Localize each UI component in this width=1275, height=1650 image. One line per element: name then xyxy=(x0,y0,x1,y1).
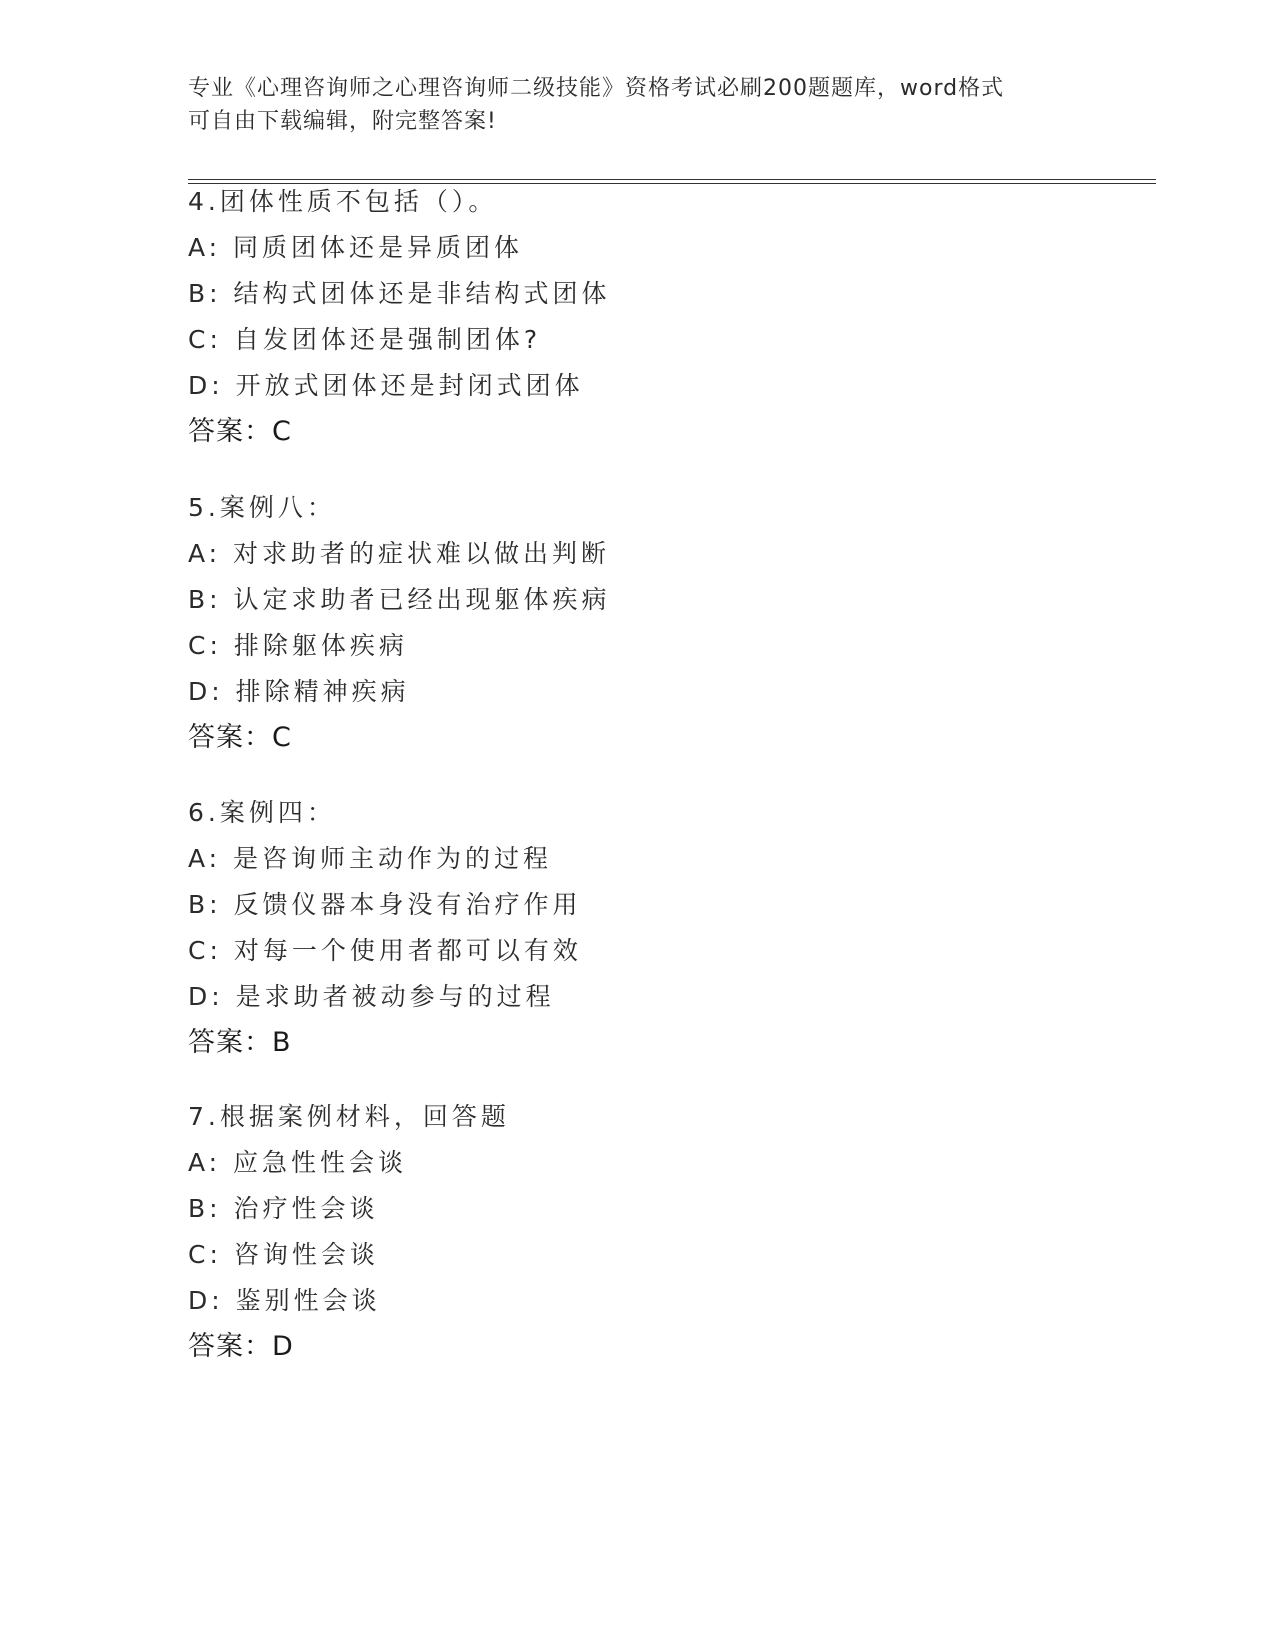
option-c: C: 咨询性会谈 xyxy=(188,1240,379,1269)
header-line-2: 可自由下载编辑，附完整答案! xyxy=(188,109,497,134)
question-stem: 4.团体性质不包括（）。 xyxy=(188,187,498,216)
option-d: D: 开放式团体还是封闭式团体 xyxy=(188,371,584,400)
option-d: D: 鉴别性会谈 xyxy=(188,1286,381,1315)
question-5 xyxy=(188,485,1088,761)
option-d: D: 排除精神疾病 xyxy=(188,677,410,706)
option-a: A: 是咨询师主动作为的过程 xyxy=(188,844,553,873)
answer-label: 答案：B xyxy=(188,1027,292,1058)
answer-label: 答案：C xyxy=(188,722,292,753)
question-stem: 7.根据案例材料，回答题 xyxy=(188,1102,510,1131)
option-a: A: 应急性性会谈 xyxy=(188,1148,408,1177)
option-b: B: 反馈仪器本身没有治疗作用 xyxy=(188,890,582,919)
answer-label: 答案：C xyxy=(188,416,292,447)
option-b: B: 认定求助者已经出现躯体疾病 xyxy=(188,585,611,614)
question-4 xyxy=(188,179,1088,455)
option-c: C: 对每一个使用者都可以有效 xyxy=(188,936,582,965)
option-a: A: 同质团体还是异质团体 xyxy=(188,233,524,262)
option-d: D: 是求助者被动参与的过程 xyxy=(188,982,555,1011)
option-c: C: 自发团体还是强制团体? xyxy=(188,325,542,354)
option-b: B: 结构式团体还是非结构式团体 xyxy=(188,279,611,308)
header-line-1: 专业《心理咨询师之心理咨询师二级技能》资格考试必刷200题题库，word格式 xyxy=(188,76,1005,101)
option-b: B: 治疗性会谈 xyxy=(188,1194,379,1223)
question-stem: 6.案例四： xyxy=(188,798,336,827)
option-a: A: 对求助者的症状难以做出判断 xyxy=(188,539,611,568)
document-header xyxy=(188,72,1088,138)
question-stem: 5.案例八： xyxy=(188,493,336,522)
question-6 xyxy=(188,790,1088,1066)
question-7 xyxy=(188,1094,1088,1370)
answer-label: 答案：D xyxy=(188,1331,294,1362)
option-c: C: 排除躯体疾病 xyxy=(188,631,408,660)
